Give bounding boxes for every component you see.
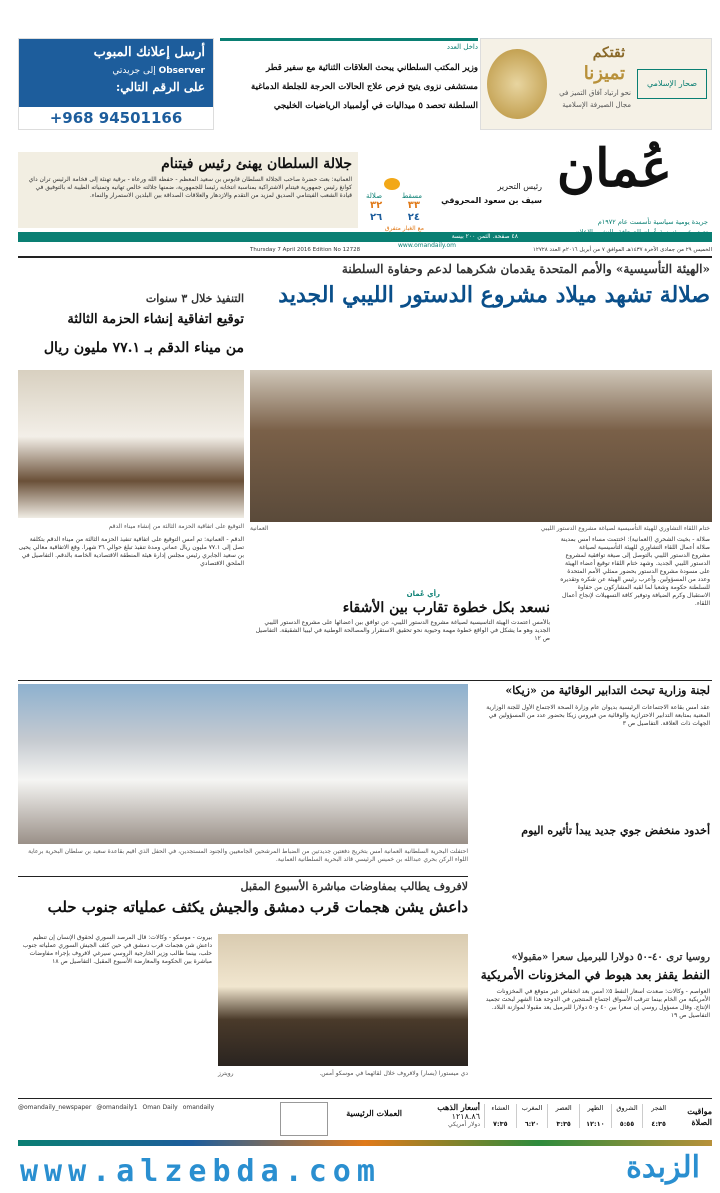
editorial-brand: رأي عُمان (406, 590, 440, 598)
weather-box (364, 178, 424, 234)
editor-label: رئيس التحرير (497, 182, 542, 191)
color-bar (18, 1140, 712, 1146)
prayer-cell (611, 1104, 643, 1128)
prayer-name: العصر (555, 1104, 572, 1112)
prayer-name: الظهر (587, 1104, 604, 1112)
port-kicker: التنفيذ خلال ٣ سنوات (145, 292, 244, 305)
port-caption: التوقيع على اتفاقية الحزمة الثالثة من إنشاء ميناء الدقم (108, 523, 244, 530)
classified-ad[interactable] (18, 38, 214, 130)
prayer-name: الفجر (651, 1104, 667, 1112)
classified-phone[interactable]: +968 94501166 (19, 107, 213, 129)
prayer-grid (484, 1104, 674, 1128)
bank-ad-line2: تميزنا (583, 63, 625, 84)
prayer-time: ٣:٣٥ (556, 1120, 571, 1128)
weather-muscat: مسقط (401, 192, 422, 200)
classified-brand: Observer (158, 66, 205, 76)
prayer-box (482, 1100, 712, 1140)
classified-line1: أرسل إعلانك المبوب (93, 45, 205, 60)
prayer-label: مواقيت الصلاة (687, 1106, 712, 1127)
prayer-time: ٥:٥٥ (619, 1120, 635, 1128)
masthead-bar (18, 232, 712, 242)
social-bar (18, 1104, 273, 1111)
prayer-name: العشاء (491, 1104, 510, 1112)
prayer-time: ١٢:١٠ (586, 1120, 605, 1128)
weather-note: مع الغبار متفرق (384, 225, 424, 232)
editor-name: سيف بن سعود المحروقي (441, 196, 542, 205)
inside-item-2[interactable]: مستشفى نزوى يتيح فرص علاج الحالات الحرجة للجلطة الدماغية (251, 82, 478, 92)
prayer-time: ٤:٣٥ (651, 1120, 666, 1128)
editorial-body: بالأمس اعتمدت الهيئة التأسيسية لصياغة مشروع الدستور الليبي، عن توافق بين أعضائها على مشروع الدستور الليبي الجديد وهو ما يشكل في الواقع خطوة مهمة وحيوية نحو تحقيق الاستقرار والمصالحة الوطنية في ليبيا الشقيقة. التفاصيل ص ١٢ (255, 619, 550, 642)
lead-body-2 (250, 536, 550, 592)
port-photo (18, 370, 244, 518)
syria-caption: دي ميستورا (يسار) ولافروف خلال لقائهما في موسكو أمس. (319, 1070, 468, 1077)
gold-box (410, 1102, 480, 1138)
parade-caption: احتفلت البحرية السلطانية العمانية أمس بتخريج دفعتين جديدتين من الضباط المرشحين الجامعيين والجنود المستجدين، في الحفل الذي أقيم بقاعدة سعيد بن سلطان البحرية برعاية اللواء الركن بحري عبدالله بن خميس الرئيسي قائد البحرية السلطانية العمانية. (28, 848, 468, 863)
bank-ad-line3: نحو ارتياد آفاق التميز في (559, 89, 631, 97)
gold-unit: دولار أمريكي (448, 1121, 480, 1128)
inside-label: داخل العدد (446, 43, 478, 51)
classified-line2-text: إلى جريدتي (112, 66, 156, 76)
prayer-cell (642, 1104, 674, 1128)
bank-ad[interactable] (480, 38, 712, 130)
classified-line3: على الرقم التالي: (115, 80, 205, 94)
bank-emblem (487, 49, 547, 119)
prayer-name: الشروق (616, 1104, 638, 1112)
port-title-2[interactable]: من ميناء الدقم بـ ٧٧.١ مليون ريال (43, 340, 244, 356)
weather-muscat-lo: ٢٤ (407, 212, 420, 223)
oil-body: العواصم - وكالات: صعدت أسعار النفط ٥٪ أمس بعد انخفاض غير متوقع في المخزونات الأمريكية من الخام بينما تترقب الأسواق اجتماع المنتجين في الدوحة هذا الشهر لبحث تجميد الإنتاج. وقال مسؤول روسي إن سعرا بين ٤٠ و٥٠ دولارا للبرميل يعد مقبولا لموازنة البلاد. التفاصيل ص ١٩ (485, 988, 710, 1019)
bank-ad-line4: مجال الصيرفة الإسلامية (562, 101, 631, 109)
lead-credit: العمانية (250, 525, 269, 532)
syria-credit: رويترز (218, 1070, 234, 1077)
top-story-title[interactable]: جلالة السلطان يهنئ رئيس فيتنام (161, 156, 352, 172)
prayer-cell (579, 1104, 611, 1128)
weather-salalah: صلالة (366, 192, 383, 200)
masthead-rule (18, 256, 712, 258)
footer-rule (18, 1098, 712, 1099)
gold-label: أسعار الذهب (437, 1102, 480, 1112)
inside-box (220, 38, 478, 130)
classified-line2 (19, 66, 205, 76)
editorial-box (252, 590, 550, 676)
syria-body: بيروت - موسكو - وكالات: قال المرصد السوري لحقوق الإنسان إن تنظيم داعش شن هجمات قرب دمشق في حين كثف الجيش السوري عملياته جنوب حلب، بينما طالب وزير الخارجية الروسي سيرغي لافروف بإجراء مفاوضات مباشرة بين الحكومة والمعارضة الأسبوع المقبل. التفاصيل ص ١٨ (22, 934, 212, 965)
currency-label: العملات الرئيسية (346, 1108, 402, 1118)
zika-title[interactable]: لجنة وزارية تبحث التدابير الوقائية من «زيكا» (505, 684, 710, 697)
lead-body: صلالة - بخيت الشحري (العمانية): اختتمت مساء أمس بمدينة صلالة أعمال اللقاء التشاوري للهيئة التأسيسية لصياغة مشروع الدستور الليبي بالتوصل إلى صيغة توافقية لمشروع الدستور الليبي الجديد. وشهد ختام اللقاء توقيع أعضاء الهيئة على مسودة مشروع الدستور بحضور ممثلي الأمم المتحدة وعدد من المسؤولين. وأعرب رئيس الهيئة عن شكره وتقديره للسلطنة حكومة وشعبا لما لقيه المشاركون من حفاوة الاستقبال وكرم الضيافة وتوفير كافة التسهيلات لإنجاح أعمال اللقاء. (560, 536, 710, 607)
syria-title[interactable]: داعش يشن هجمات قرب دمشق والجيش يكثف عملياته جنوب حلب (47, 898, 468, 916)
lead-photo (250, 370, 712, 522)
date-english: Thursday 7 April 2016 Edition No 12728 (250, 247, 361, 253)
masthead-logo: عُمان (556, 138, 672, 199)
date-arabic: الخميس ٢٩ من جمادى الآخرة ١٤٣٧هـ الموافق ٧ من أبريل ٢٠١٦م العدد ١٢٧٢٨ (532, 247, 712, 253)
masthead-pages: ٤٨ صفحة. الثمن ٢٠٠ بيسة (451, 233, 518, 240)
watermark-url[interactable]: www.alzebda.com (20, 1154, 381, 1189)
syria-photo (218, 934, 468, 1066)
oil-kicker: روسيا ترى ٤٠-٥٠ دولارا للبرميل سعرا «مقبولا» (511, 952, 710, 963)
facebook-handle[interactable]: Oman Daily (142, 1104, 178, 1111)
prayer-cell (484, 1104, 516, 1128)
editorial-title[interactable]: نسعد بكل خطوة تقارب بين الأشقاء (342, 600, 550, 616)
zika-body: عقد أمس بقاعة الاجتماعات الرئيسية بديوان عام وزارة الصحة الاجتماع الأول للجنة الوزارية المعنية بمتابعة التدابير الاحترازية والوقائية من فيروس زيكا بحضور عدد من المسؤولين في الجهات ذات العلاقة. التفاصيل ص ٣ (486, 704, 710, 727)
inside-item-3[interactable]: السلطنة تحصد ٥ ميداليات في أولمبياد الرياضيات الخليجي (273, 101, 478, 111)
inside-item-1[interactable]: وزير المكتب السلطاني يبحث العلاقات الثنائية مع سفير قطر (266, 63, 478, 73)
prayer-time: ٧:٣٥ (493, 1120, 508, 1128)
top-story-body: العمانية: بعث حضرة صاحب الجلالة السلطان قابوس بن سعيد المعظم - حفظه الله ورعاه - برقية تهنئة إلى فخامة الرئيس تران داي كوانغ رئيس جمهورية فيتنام الاشتراكية بمناسبة انتخابه رئيسا للجمهورية، ضمنها جلالته خالص تهانيه وتمنياته الطيبة له بالتوفيق في قيادة الشعب الفيتنامي الصديق لمزيد من التقدم والازدهار والعلاقات الصداقة بين البلدين الاستمرار والنماء. (28, 176, 352, 199)
section-rule-1 (18, 680, 712, 681)
currency-table (280, 1102, 328, 1136)
lead-kicker: «الهيئة التأسيسية» والأمم المتحدة يقدمان شكرهما لدعم وحفاوة السلطنة (341, 262, 710, 276)
prayer-time: ٦:٢٠ (524, 1120, 540, 1128)
gold-value: ١٢١٨.٨٦ (451, 1112, 480, 1121)
twitter-handle[interactable]: @omandaily1 (96, 1104, 138, 1111)
parade-photo (18, 684, 468, 844)
trough-title[interactable]: أخدود منخفض جوي جديد يبدأ تأثيره اليوم (521, 824, 710, 837)
weather-salalah-hi: ٣٢ (370, 200, 383, 211)
top-story[interactable] (18, 152, 358, 228)
bank-ad-line1: ثقتكم (592, 45, 625, 61)
weather-muscat-hi: ٣٣ (407, 200, 420, 211)
instagram-handle[interactable]: @omandaily_newspaper (18, 1104, 92, 1111)
app-handle[interactable]: omandaily (182, 1104, 215, 1111)
port-title-1[interactable]: توقيع اتفاقية إنشاء الحزمة الثالثة (67, 312, 244, 327)
bank-logo: صحار الإسلامي (637, 69, 707, 99)
oil-title[interactable]: النفط يقفز بعد هبوط في المخزونات الأمريكية (480, 968, 710, 982)
masthead (18, 134, 712, 249)
weather-sun-icon (384, 178, 400, 190)
masthead-tagline-1: جريدة يومية سياسية تأسست عام ١٩٧٢م (597, 218, 708, 226)
watermark-brand: الزبدة (626, 1150, 700, 1185)
port-body: الدقم - العمانية: تم أمس التوقيع على اتفاقية تنفيذ الحزمة الثالثة من ميناء الدقم بتكلفة تصل إلى ٧٧.١ مليون ريال عماني ومدة تنفيذ تبلغ حوالي ٣٦ شهرا. وقع الاتفاقية معالي يحيى بن سعيد الجابري رئيس مجلس إدارة هيئة المنطقة الاقتصادية الخاصة بالدقم. التفاصيل في الملحق الاقتصادي (18, 536, 244, 567)
prayer-cell (547, 1104, 579, 1128)
prayer-name: المغرب (521, 1104, 543, 1112)
masthead-site[interactable]: www.omandaily.om (398, 242, 457, 249)
section-rule-2 (18, 876, 468, 877)
syria-kicker: لافروف يطالب بمفاوضات مباشرة الأسبوع المقبل (240, 880, 468, 893)
lead-title[interactable]: صلالة تشهد ميلاد مشروع الدستور الليبي الجديد (278, 282, 710, 308)
weather-salalah-lo: ٢٦ (370, 212, 383, 223)
lead-caption: ختام اللقاء التشاوري للهيئة التأسيسية لصياغة مشروع الدستور الليبي (540, 525, 710, 532)
prayer-cell (516, 1104, 548, 1128)
